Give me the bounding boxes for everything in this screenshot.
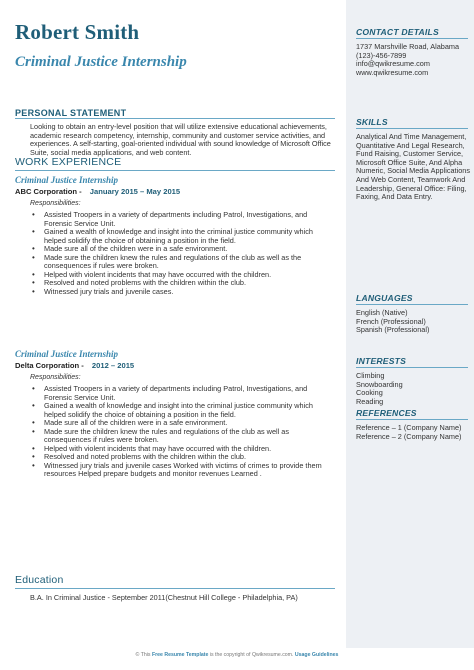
footer-middle: is the copyright of Qwikresume.com.	[209, 652, 294, 658]
list-item: English (Native)	[356, 308, 408, 317]
list-item: • Assisted Troopers in a variety of departments including Patrol, Investigations, and Forensic Service Unit.	[30, 211, 335, 228]
list-item: • Resolved and noted problems with the children within the club.	[30, 279, 335, 288]
contact-heading: CONTACT DETAILS	[356, 27, 439, 37]
references-heading: REFERENCES	[356, 408, 417, 418]
skills-text: Analytical And Time Management, Quantitative And Legal Research, Fund Raising, Customer Service, Microsoft Office Suite, And Alpha Numeric, Social Media Applications And Web Content, Teamwork And Leadership, General Office: Filing, Faxing, And Data Entry.	[356, 132, 470, 202]
list-item: Climbing	[356, 371, 385, 380]
list-item: Spanish (Professional)	[356, 325, 430, 335]
list-item: • Made sure the children knew the rules and regulations of the club as well as consequences if rules were broken.	[30, 428, 335, 445]
candidate-name: Robert Smith	[15, 20, 140, 44]
job-company: ABC Corporation -	[15, 187, 82, 196]
footer	[0, 652, 474, 658]
footer-prefix: © This	[135, 652, 151, 658]
list-item: Reference – 2 (Company Name)	[356, 431, 462, 441]
list-item: • Made sure all of the children were in a safe environment.	[30, 419, 335, 428]
candidate-title: Criminal Justice Internship	[15, 54, 187, 70]
interests-heading: INTERESTS	[356, 356, 407, 366]
list-item: Snowboarding	[356, 379, 403, 389]
personal-statement-heading: PERSONAL STATEMENT	[15, 108, 127, 118]
free-resume-template-link[interactable]: Free Resume Template	[151, 652, 209, 658]
divider	[15, 118, 335, 119]
job-title: Criminal Justice Internship	[15, 175, 119, 185]
divider	[15, 588, 335, 589]
job-company-line	[15, 187, 180, 196]
list-item: • Gained a wealth of knowledge and insight into the criminal justice community which helped solidify the choice of obtaining a position in the field.	[30, 228, 335, 245]
divider	[356, 304, 468, 305]
work-experience-heading: WORK EXPERIENCE	[15, 156, 122, 168]
responsibilities-label: Responsibilities:	[30, 374, 81, 381]
education-text: B.A. In Criminal Justice - September 2011(Chestnut Hill College - Philadelphia, PA)	[30, 593, 298, 602]
divider	[356, 128, 468, 129]
address: 1737 Marshville Road, Alabama	[356, 42, 460, 51]
divider	[15, 170, 335, 171]
sidebar	[346, 0, 474, 648]
phone: (123)-456-7899	[356, 50, 407, 60]
list-item: Cooking	[356, 388, 383, 398]
education-heading: Education	[15, 574, 64, 586]
usage-guidelines-link[interactable]: Usage Guidelines	[294, 652, 339, 658]
divider	[356, 419, 468, 420]
list-item: Reference – 1 (Company Name)	[356, 423, 462, 432]
job-company-line	[15, 361, 134, 370]
job-bullets	[30, 211, 335, 296]
divider	[356, 367, 468, 368]
list-item: • Helped with violent incidents that may have occurred with the children.	[30, 271, 335, 280]
skills-heading: SKILLS	[356, 117, 388, 127]
list-item: • Assisted Troopers in a variety of departments including Patrol, Investigations, and Forensic Service Unit.	[30, 385, 335, 402]
job-bullets	[30, 385, 335, 479]
list-item: • Witnessed jury trials and juvenile cases Worked with victims of crimes to provide them resources Helped prepare budgets and monitor revenues Learned .	[30, 462, 335, 479]
list-item: • Witnessed jury trials and juvenile cases.	[30, 288, 335, 297]
list-item: • Resolved and noted problems with the children within the club.	[30, 453, 335, 462]
list-item: • Made sure all of the children were in a safe environment.	[30, 245, 335, 254]
list-item: • Helped with violent incidents that may have occurred with the children.	[30, 445, 335, 454]
email[interactable]: info@qwikresume.com	[356, 59, 430, 69]
job-dates: January 2015 – May 2015	[89, 187, 181, 196]
job-company: Delta Corporation -	[15, 361, 84, 370]
divider	[356, 38, 468, 39]
job-title: Criminal Justice Internship	[15, 349, 119, 359]
job-dates: 2012 – 2015	[91, 361, 135, 370]
list-item: • Made sure the children knew the rules and regulations of the club as well as the consequences if rules were broken.	[30, 254, 335, 271]
contact-details	[356, 43, 470, 77]
personal-statement-text: Looking to obtain an entry-level position that will utilize extensive educational achievements, academic research competency, internship, community and customer service activities, and experiences. A self-starting, goal-oriented individual with sound knowledge of Microsoft Office Suite, social media applications, and web content.	[30, 122, 331, 157]
list-item: Reading	[356, 396, 384, 406]
interests-list	[356, 372, 470, 406]
list-item: • Gained a wealth of knowledge and insight into the criminal justice community which helped solidify the choice of obtaining a position in the field.	[30, 402, 335, 419]
references-list	[356, 424, 470, 441]
languages-heading: LANGUAGES	[356, 293, 413, 303]
website[interactable]: www.qwikresume.com	[356, 67, 429, 77]
languages-list	[356, 309, 470, 335]
responsibilities-label: Responsibilities:	[30, 200, 81, 207]
list-item: French (Professional)	[356, 316, 426, 326]
